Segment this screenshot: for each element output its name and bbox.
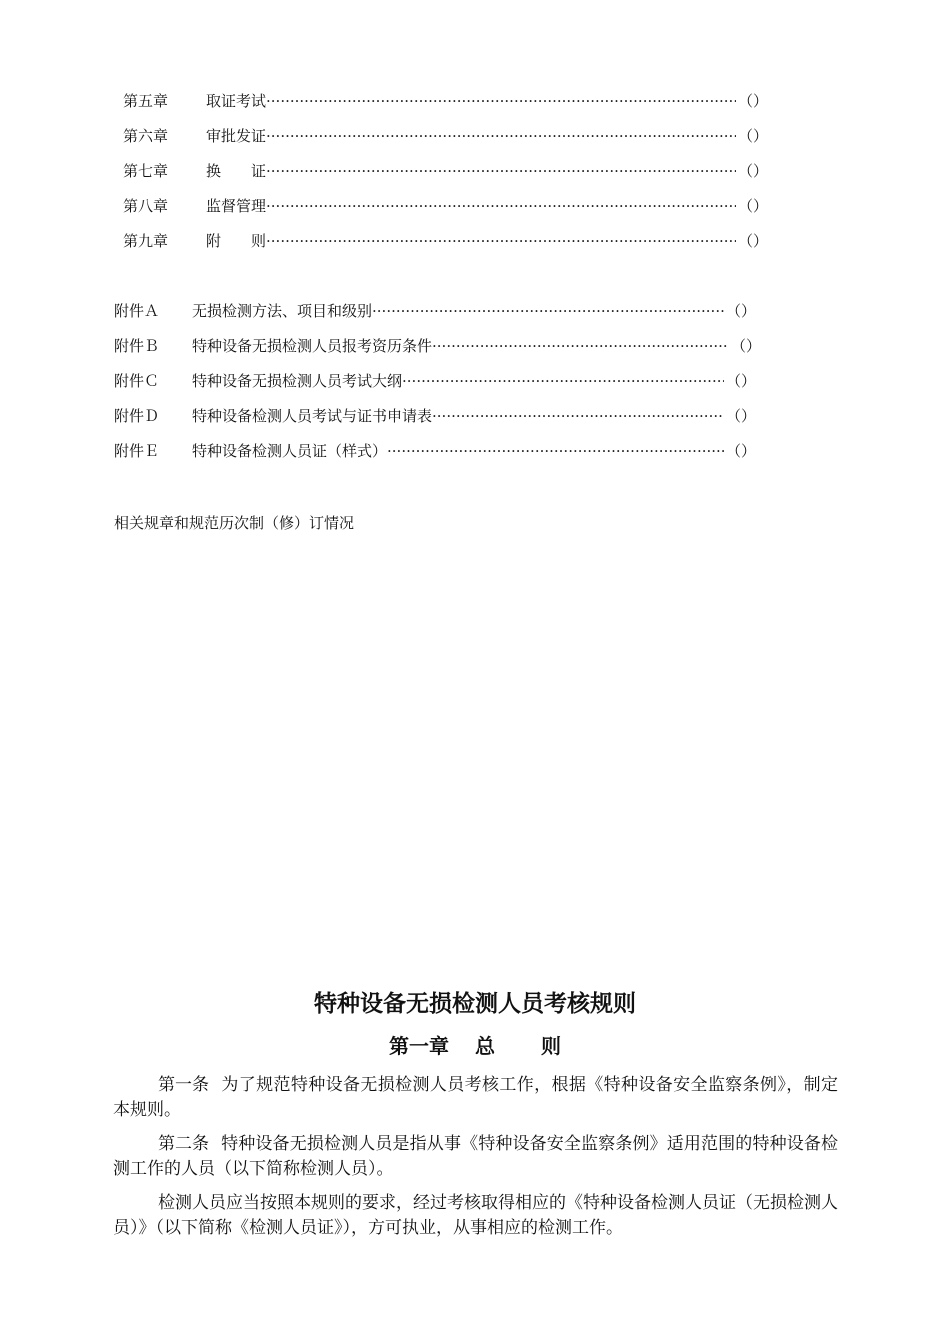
toc-page-ref: （） bbox=[730, 337, 761, 355]
toc-page-ref: （） bbox=[737, 162, 768, 180]
toc-annex-row[interactable] bbox=[114, 406, 756, 426]
chapter-name-part: 则 bbox=[541, 1034, 561, 1058]
toc-chapter-row[interactable] bbox=[123, 126, 768, 146]
article-text: 特种设备无损检测人员是指从事《特种设备安全监察条例》适用范围的特种设备检测工作的人员（以下简称检测人员）。 bbox=[113, 1134, 838, 1179]
toc-leader-dots bbox=[266, 196, 736, 216]
toc-chapter-title: 审批发证 bbox=[206, 127, 267, 145]
toc-chapter-title: 取证考试 bbox=[206, 92, 267, 110]
toc-page-ref: （） bbox=[737, 127, 768, 145]
toc-chapter-label: 第五章 bbox=[123, 92, 169, 110]
toc-annex-row[interactable] bbox=[114, 301, 756, 321]
toc-chapter-label: 第八章 bbox=[123, 197, 169, 215]
toc-annex-row[interactable] bbox=[114, 371, 756, 391]
toc-annex-label: 附件Ｃ bbox=[114, 372, 160, 390]
article-number: 第一条 bbox=[158, 1075, 209, 1095]
toc-chapter-title: 监督管理 bbox=[206, 197, 267, 215]
toc-leader-dots bbox=[387, 441, 724, 461]
toc-annex-title: 特种设备检测人员证（样式） bbox=[192, 442, 388, 460]
article-text: 为了规范特种设备无损检测人员考核工作，根据《特种设备安全监察条例》，制定本规则。 bbox=[113, 1075, 838, 1120]
toc-leader-dots bbox=[266, 91, 736, 111]
toc-chapter-label: 第九章 bbox=[123, 232, 169, 250]
toc-leader-dots bbox=[266, 231, 736, 251]
toc-annex-title: 特种设备检测人员考试与证书申请表 bbox=[192, 407, 433, 425]
article-paragraph bbox=[113, 1132, 838, 1182]
toc-chapter-row[interactable] bbox=[123, 161, 768, 181]
toc-annex-row[interactable] bbox=[114, 441, 756, 461]
toc-annex-row[interactable] bbox=[114, 336, 761, 356]
chapter-heading bbox=[0, 1031, 950, 1061]
toc-leader-dots bbox=[432, 406, 724, 426]
toc-page-ref: （） bbox=[725, 442, 756, 460]
toc-annex-title: 特种设备无损检测人员报考资历条件 bbox=[192, 337, 433, 355]
toc-page-ref: （） bbox=[737, 232, 768, 250]
toc-chapter-row[interactable] bbox=[123, 231, 768, 251]
toc-leader-dots bbox=[266, 161, 736, 181]
toc-history-note[interactable]: 相关规章和规范历次制（修）订情况 bbox=[114, 514, 355, 532]
toc-chapter-row[interactable] bbox=[123, 91, 768, 111]
toc-annex-title: 无损检测方法、项目和级别 bbox=[192, 302, 373, 320]
toc-chapter-title: 换 证 bbox=[206, 162, 267, 180]
document-title: 特种设备无损检测人员考核规则 bbox=[314, 991, 636, 1017]
toc-chapter-row[interactable] bbox=[123, 196, 768, 216]
toc-page-ref: （） bbox=[737, 197, 768, 215]
toc-page-ref: （） bbox=[725, 372, 756, 390]
toc-annex-title: 特种设备无损检测人员考试大纲 bbox=[192, 372, 403, 390]
toc-leader-dots bbox=[432, 336, 729, 356]
toc-leader-dots bbox=[266, 126, 736, 146]
toc-page-ref: （） bbox=[737, 92, 768, 110]
toc-leader-dots bbox=[402, 371, 724, 391]
chapter-number: 第一章 bbox=[389, 1034, 449, 1058]
toc-chapter-title: 附 则 bbox=[206, 232, 267, 250]
toc-annex-label: 附件Ｅ bbox=[114, 442, 160, 460]
toc-annex-label: 附件Ｄ bbox=[114, 407, 160, 425]
article-paragraph bbox=[113, 1191, 838, 1241]
toc-annex-label: 附件Ｂ bbox=[114, 337, 160, 355]
article-paragraph bbox=[113, 1073, 838, 1123]
article-number: 第二条 bbox=[158, 1134, 209, 1154]
toc-chapter-label: 第七章 bbox=[123, 162, 169, 180]
toc-annex-label: 附件Ａ bbox=[114, 302, 160, 320]
toc-page-ref: （） bbox=[725, 407, 756, 425]
toc-leader-dots bbox=[372, 301, 724, 321]
toc-page-ref: （） bbox=[725, 302, 756, 320]
chapter-name-part: 总 bbox=[475, 1034, 495, 1058]
article-text: 检测人员应当按照本规则的要求，经过考核取得相应的《特种设备检测人员证（无损检测人员）》（以下简称《检测人员证》），方可执业，从事相应的检测工作。 bbox=[113, 1193, 838, 1238]
toc-chapter-label: 第六章 bbox=[123, 127, 169, 145]
